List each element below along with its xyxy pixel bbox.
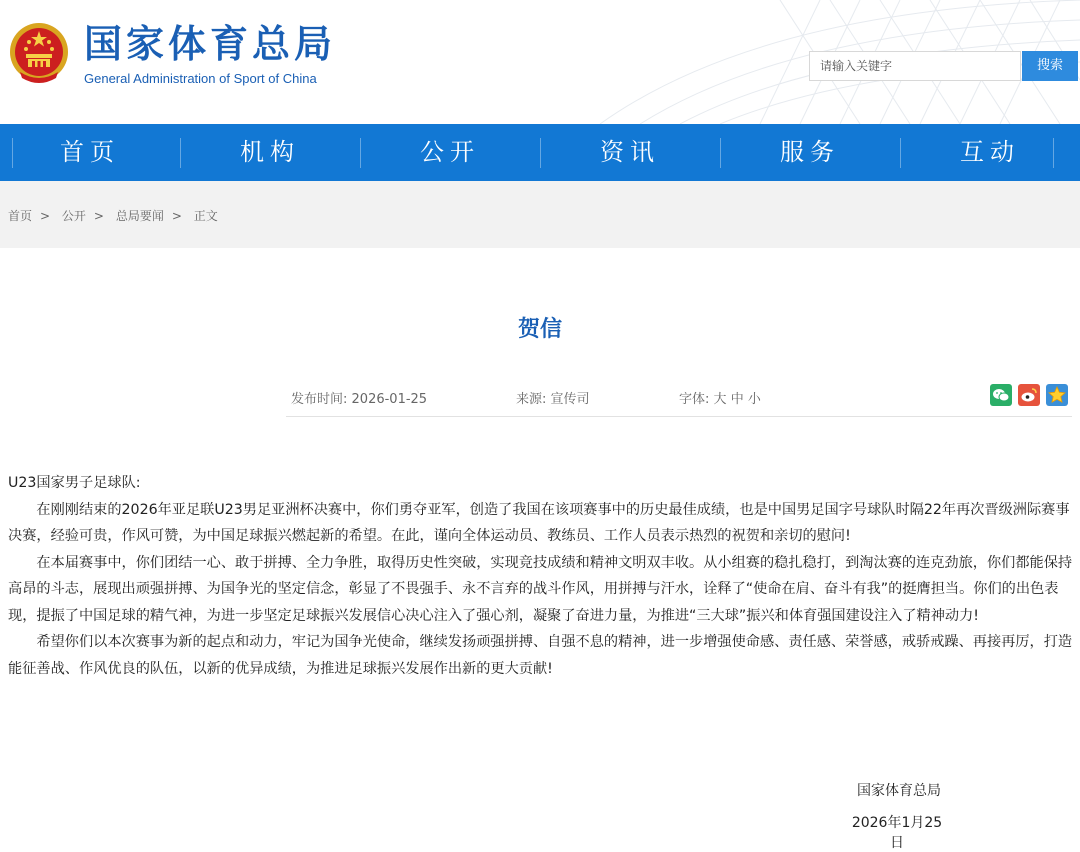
breadcrumb-current: 正文 (193, 209, 218, 223)
publish-label: 发布时间: (291, 392, 348, 407)
search-button[interactable]: 搜索 (1022, 51, 1078, 81)
article-source (516, 388, 590, 407)
paragraph: 在刚刚结束的2026年亚足联U23男足亚洲杯决赛中，你们勇夺亚军，创造了我国在该项赛事中的历史最佳成绩，也是中国男足国字号球队时隔22年再次晋级洲际赛事决赛，经验可贵，作风可赞，为中国足球振兴燃起新的希望。在此，谨向全体运动员、教练员、工作人员表示热烈的祝贺和亲切的慰问! (8, 501, 1070, 544)
wechat-icon[interactable] (990, 384, 1012, 406)
article-title: 贺信 (517, 317, 562, 342)
nav-item-public[interactable]: 公开 (360, 124, 540, 181)
site-subtitle: General Administration of Sport of China (84, 71, 317, 86)
meta-divider (286, 416, 1072, 417)
site-header (0, 0, 1080, 124)
breadcrumb-home[interactable]: 首页 (8, 209, 33, 223)
source-label: 来源: (516, 392, 547, 407)
font-size-large[interactable]: 大 (713, 392, 727, 407)
font-size-control (679, 388, 761, 407)
paragraph: 希望你们以本次赛事为新的起点和动力，牢记为国争光使命，继续发扬顽强拼搏、自强不息的精神，进一步增强使命感、责任感、荣誉感，戒骄戒躁、再接再厉，打造能征善战、作风优良的队伍，以新的优异成绩，为推进足球振兴发展作出新的更大贡献! (8, 634, 1073, 677)
nav-item-organization[interactable]: 机构 (180, 124, 360, 181)
paragraph: 在本届赛事中，你们团结一心、敢于拼搏、全力争胜，取得历史性突破，实现竞技成绩和精神文明双丰收。从小组赛的稳扎稳打，到淘汰赛的连克劲旅，你们都能保持高昂的斗志，展现出顽强拼搏、为国争光的坚定信念，彰显了不畏强手、永不言弃的战斗作风，用拼搏与汗水，诠释了“使命在肩、奋斗有我”的挺膺担当。你们的出色表现，提振了中国足球的精气神，为进一步坚定足球振兴发展信心决心注入了强心剂，凝聚了奋进力量，为推进“三大球”振兴和体育强国建设注入了精神动力! (8, 554, 1073, 624)
publish-time (291, 388, 427, 407)
weibo-icon[interactable] (1018, 384, 1040, 406)
nav-item-services[interactable]: 服务 (720, 124, 900, 181)
breadcrumb-public[interactable]: 公开 (61, 209, 86, 223)
main-nav (0, 124, 1080, 181)
breadcrumb-separator: > (40, 209, 51, 223)
sign-date: 2026年1月25日 (851, 815, 943, 851)
breadcrumb (8, 207, 224, 224)
nav-item-interaction[interactable]: 互动 (900, 124, 1080, 181)
salutation: U23国家男子足球队: (8, 475, 141, 491)
font-size-label: 字体: (679, 392, 710, 407)
site-title[interactable]: 国家体育总局 (84, 22, 337, 66)
signature: 国家体育总局 (857, 783, 941, 799)
search-input[interactable]: 请输入关键字 (809, 51, 1021, 81)
nav-item-news[interactable]: 资讯 (540, 124, 720, 181)
font-size-small[interactable]: 小 (747, 392, 761, 407)
article-body (8, 470, 1076, 682)
source-value: 宣传司 (550, 392, 590, 407)
font-size-medium[interactable]: 中 (730, 392, 744, 407)
national-emblem-icon (8, 22, 70, 86)
favorite-star-icon[interactable] (1046, 384, 1068, 406)
breadcrumb-separator: > (171, 209, 182, 223)
publish-date: 2026-01-25 (351, 392, 428, 407)
breadcrumb-news[interactable]: 总局要闻 (115, 209, 164, 223)
breadcrumb-separator: > (93, 209, 104, 223)
nav-item-home[interactable]: 首页 (60, 138, 120, 166)
